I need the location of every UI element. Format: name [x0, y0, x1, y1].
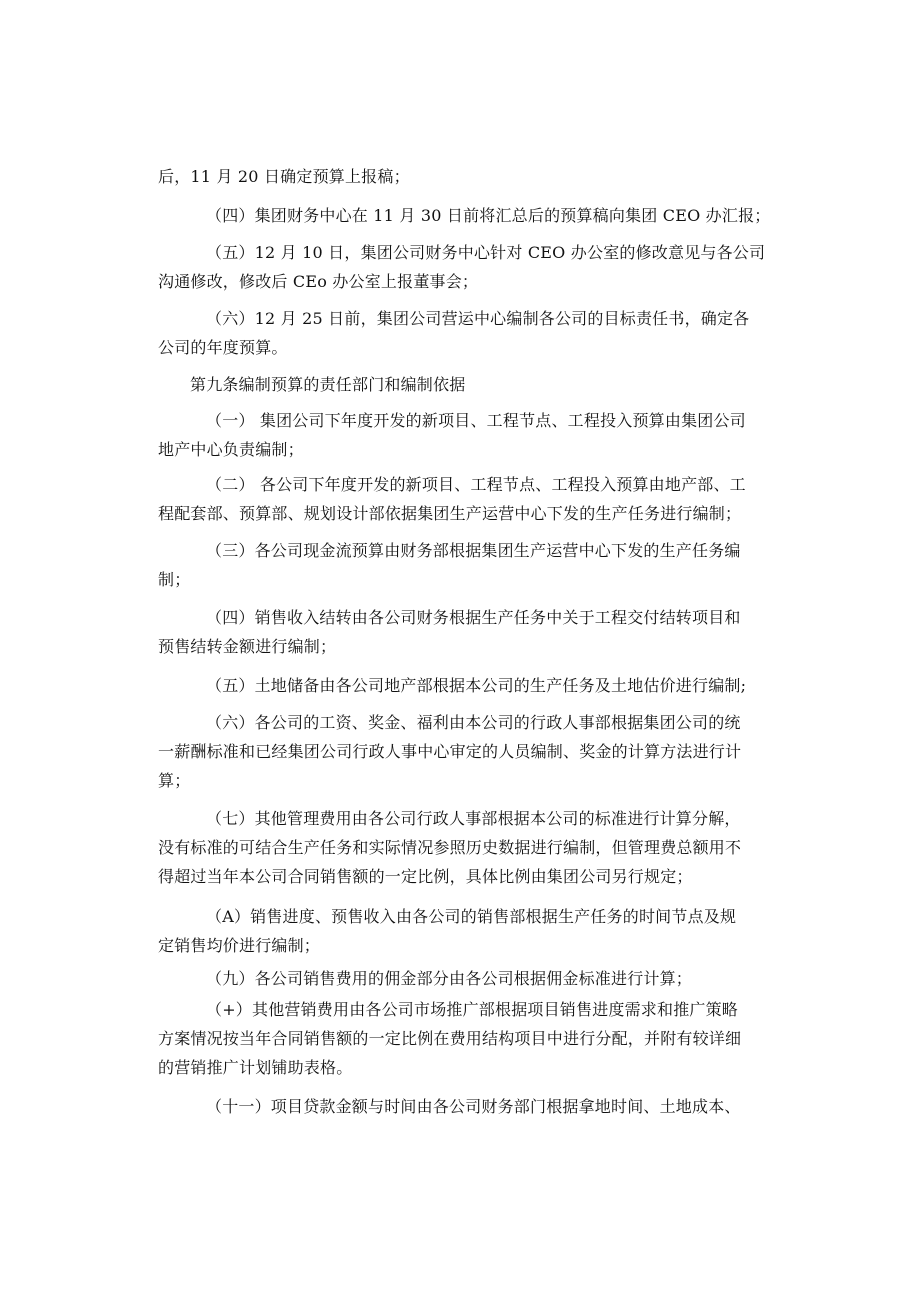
- paragraph-article9-item-9: [158, 964, 770, 993]
- text-line: 算；: [158, 771, 191, 790]
- text-line: （二） 各公司下年度开发的新项目、工程节点、工程投入预算由地产部、工: [206, 475, 746, 494]
- paragraph-article9-item-2: [158, 470, 770, 528]
- text-line: （四）销售收入结转由各公司财务根据生产任务中关于工程交付结转项目和: [206, 608, 741, 627]
- text-line: （+）其他营销费用由各公司市场推广部根据项目销售进度需求和推广策略: [206, 1000, 739, 1019]
- paragraph-article9-item-11: [158, 1092, 770, 1121]
- text-line: （六）12 月 25 日前，集团公司营运中心编制各公司的目标责任书，确定各: [206, 309, 750, 328]
- text-line: 地产中心负责编制；: [158, 440, 304, 459]
- text-line: （五）12 月 10 日，集团公司财务中心针对 CEO 办公室的修改意见与各公司: [206, 243, 766, 262]
- paragraph-article9-item-6: [158, 708, 770, 795]
- paragraph-item-5-revision: [158, 238, 770, 296]
- text-line: 制；: [158, 570, 191, 589]
- text-line: 方案情况按当年合同销售额的一定比例在费用结构项目中进行分配，并附有较详细: [158, 1029, 742, 1048]
- text-line: 第九条编制预算的责任部门和编制依据: [190, 375, 466, 394]
- paragraph-item-6-target: [158, 304, 770, 362]
- paragraph-article9-item-8: [158, 902, 770, 960]
- article-9-heading: [158, 370, 770, 399]
- text-line: 预售结转金额进行编制；: [158, 637, 337, 656]
- paragraph-article9-item-4: [158, 603, 770, 661]
- text-line: 的营销推广计划铺助表格。: [158, 1058, 353, 1077]
- text-line: （A）销售进度、预售收入由各公司的销售部根据生产任务的时间节点及规: [206, 907, 737, 926]
- text-line: 程配套部、预算部、规划设计部依据集团生产运营中心下发的生产任务进行编制；: [158, 504, 742, 523]
- text-line: （九）各公司销售费用的佣金部分由各公司根据佣金标准进行计算；: [206, 969, 693, 988]
- text-line: （五）土地储备由各公司地产部根据本公司的生产任务及土地估价进行编制;: [206, 676, 747, 695]
- paragraph-article9-item-3: [158, 536, 770, 594]
- text-line: （十一）项目贷款金额与时间由各公司财务部门根据拿地时间、土地成本、: [206, 1097, 741, 1116]
- text-line: 公司的年度预算。: [158, 338, 288, 357]
- text-line: 沟通修改，修改后 CEo 办公室上报董事会；: [158, 272, 479, 291]
- text-line: 后，11 月 20 日确定预算上报稿；: [158, 167, 410, 186]
- paragraph-article9-item-7: [158, 804, 770, 891]
- text-line: （六）各公司的工资、奖金、福利由本公司的行政人事部根据集团公司的统: [206, 713, 741, 732]
- text-line: （一） 集团公司下年度开发的新项目、工程节点、工程投入预算由集团公司: [206, 411, 746, 430]
- text-line: 一薪酬标准和已经集团公司行政人事中心审定的人员编制、奖金的计算方法进行计: [158, 742, 742, 761]
- text-line: 定销售均价进行编制；: [158, 936, 321, 955]
- text-line: 没有标准的可结合生产任务和实际情况参照历史数据进行编制，但管理费总额用不: [158, 838, 742, 857]
- text-line: （七）其他管理费用由各公司行政人事部根据本公司的标准进行计算分解，: [206, 809, 741, 828]
- paragraph-item-4-ceo-report: [158, 201, 770, 230]
- paragraph-continuation: [158, 162, 770, 191]
- paragraph-article9-item-5: [158, 671, 770, 700]
- paragraph-article9-item-1: [158, 406, 770, 464]
- text-line: （四）集团财务中心在 11 月 30 日前将汇总后的预算稿向集团 CEO 办汇报；: [206, 206, 771, 225]
- text-line: （三）各公司现金流预算由财务部根据集团生产运营中心下发的生产任务编: [206, 541, 741, 560]
- text-line: 得超过当年本公司合同销售额的一定比例，具体比例由集团公司另行规定；: [158, 867, 693, 886]
- paragraph-article9-item-10: [158, 995, 770, 1082]
